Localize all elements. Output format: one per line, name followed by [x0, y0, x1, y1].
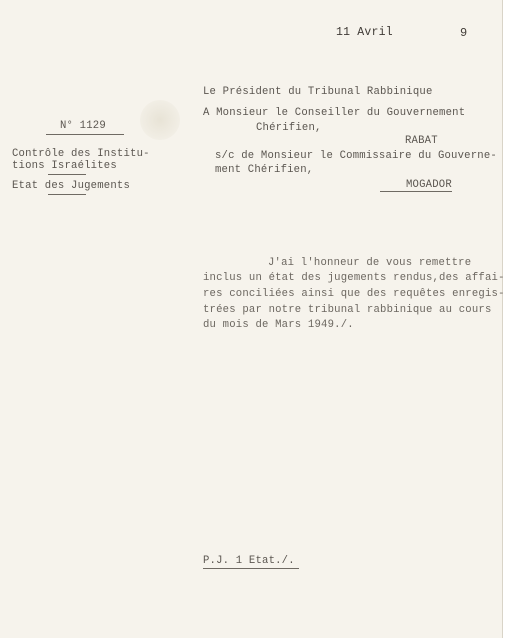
recipient-line-1: A Monsieur le Conseiller du Gouvernement — [203, 107, 466, 119]
department-line-2: tions Israélites — [12, 160, 117, 172]
body-line: J'ai l'honneur de vous remettre — [268, 257, 472, 269]
subject-underline — [48, 194, 86, 195]
body-line: inclus un état des jugements rendus,des affai- — [203, 272, 505, 284]
via-line-2: ment Chérifien, — [215, 164, 314, 176]
document-date: 11 Avril — [336, 26, 393, 39]
body-line: du mois de Mars 1949./. — [203, 319, 354, 331]
reference-number: N° 1129 — [60, 120, 106, 132]
department-underline — [48, 174, 86, 175]
via-city-underline — [380, 191, 452, 192]
recipient-city: RABAT — [405, 135, 438, 147]
body-line: res conciliées ainsi que des requêtes enregis- — [203, 288, 505, 300]
paper-stain — [140, 100, 180, 140]
enclosure-underline — [203, 568, 299, 569]
body-line: trées par notre tribunal rabbinique au cours — [203, 304, 492, 316]
enclosure-line: P.J. 1 Etat./. — [203, 555, 295, 567]
subject-line: Etat des Jugements — [12, 180, 131, 192]
page-number: 9 — [460, 26, 468, 40]
via-city: MOGADOR — [406, 179, 452, 191]
reference-underline — [46, 134, 124, 135]
department-line-1: Contrôle des Institu- — [12, 148, 150, 160]
sender-line: Le Président du Tribunal Rabbinique — [203, 86, 433, 98]
via-line-1: s/c de Monsieur le Commissaire du Gouverne- — [215, 150, 497, 162]
recipient-line-2: Chérifien, — [256, 122, 322, 134]
